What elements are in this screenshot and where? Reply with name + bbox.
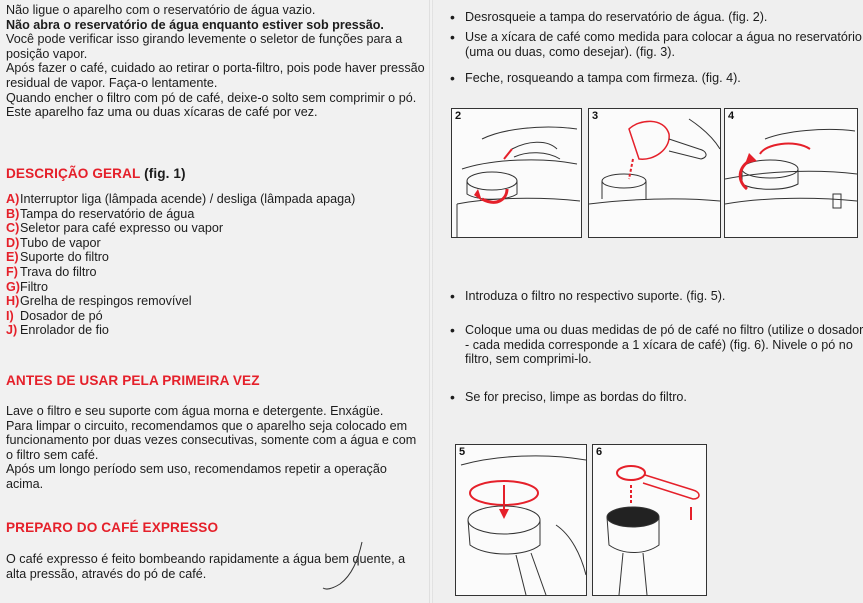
bullet-close-lid: • Feche, rosqueando a tampa com firmeza. (fig. 4). [450,71,863,86]
figure-4 [724,108,858,238]
intro-block [6,3,426,120]
list-item: J) Enrolador de fio [6,323,109,338]
left-page [0,0,431,603]
first-use-text: Lave o filtro e seu suporte com água morna e detergente. Enxágüe. Para limpar o circuito, recomendamos que o aparelho seja colocado em funcionamento por duas vezes consecutivas, somente com a água e com o filtro sem café. Após um longo período sem uso, recomendamos repetir a operação acima. [6,404,417,491]
list-item: G) Filtro [6,279,48,294]
unscrew-cap-illustration-icon [452,109,581,237]
figure-3 [588,108,721,238]
description-heading [6,166,186,181]
intro-line-3: Você pode verificar isso girando levemente o seletor de funções para a posição vapor. [6,32,403,61]
bullet-insert-filter: • Introduza o filtro no respectivo suporte. (fig. 5). [450,289,863,304]
figure-number: 4 [728,110,735,122]
list-item: H) Grelha de respingos removível [6,294,192,309]
coffee-dose-illustration-icon [593,445,706,595]
bullet-clean-edges: • Se for preciso, limpe as bordas do filtro. [450,390,863,405]
list-item: I) Dosador de pó [6,308,103,323]
intro-line-6: Este aparelho faz uma ou duas xícaras de café por vez. [6,105,318,120]
list-item: E) Suporte do filtro [6,250,109,265]
list-item: D) Tubo de vapor [6,235,101,250]
bullet-unscrew: • Desrosqueie a tampa do reservatório de água. (fig. 2). [450,10,863,25]
espresso-heading: PREPARO DO CAFÉ EXPRESSO [6,520,219,535]
figure-number: 2 [455,110,462,122]
insert-filter-illustration-icon [456,445,586,595]
espresso-text: O café expresso é feito bombeando rapidamente a água bem quente, a alta pressão, através do pó de café. [6,552,406,581]
figure-2 [451,108,582,238]
intro-line-4: Após fazer o café, cuidado ao retirar o porta-filtro, pois pode haver pressão residual de vapor. Faça-o lentamente. [6,61,425,90]
list-item: A) Interruptor liga (lâmpada acende) / desliga (lâmpada apaga) [6,192,356,206]
figure-number: 5 [459,446,466,458]
figure-number: 6 [596,446,603,458]
list-item: C) Seletor para café expresso ou vapor [6,221,224,236]
intro-line-5: Quando encher o filtro com pó de café, deixe-o solto sem comprimir o pó. [6,90,417,105]
bullet-fill-water: • Use a xícara de café como medida para colocar a água no reservatório (uma ou duas, como desejar). (fig. 3). [450,30,863,59]
close-cap-illustration-icon [725,109,857,237]
figure-6 [592,444,707,596]
bullet-add-coffee: • Coloque uma ou duas medidas de pó de café no filtro (utilize o dosador - cada medida corresponde a 1 xícara de café) (fig. 6). Nivele o pó no filtro, sem comprimi-lo. [450,323,863,367]
pen-mark-icon [322,540,367,595]
list-item: F) Trava do filtro [6,264,97,279]
parts-list [6,192,386,338]
intro-line-1: Não ligue o aparelho com o reservatório de água vazio. [6,3,316,17]
figure-5 [455,444,587,596]
intro-warning: Não abra o reservatório de água enquanto estiver sob pressão. [6,17,384,32]
first-use-heading: ANTES DE USAR PELA PRIMEIRA VEZ [6,373,260,388]
list-item: B) Tampa do reservatório de água [6,206,195,221]
description-ref: (fig. 1) [144,166,186,181]
description-title: DESCRIÇÃO GERAL [6,166,141,181]
figure-number: 3 [592,110,599,122]
pour-water-illustration-icon [589,109,720,237]
